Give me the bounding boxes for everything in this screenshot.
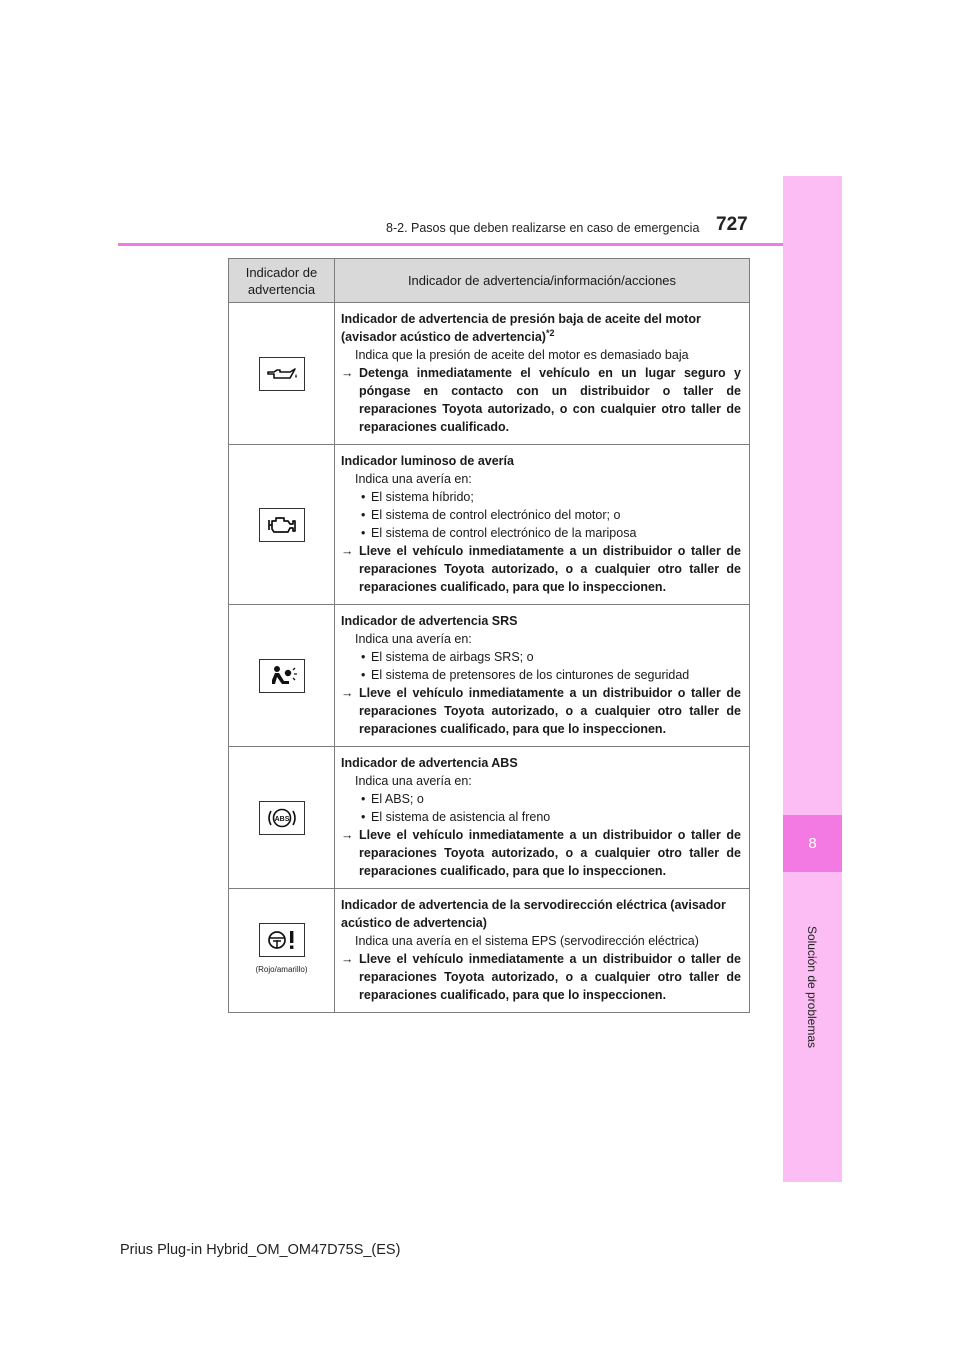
indicator-cell	[229, 889, 335, 1013]
list-item: • El sistema híbrido;	[361, 488, 741, 506]
table-row	[229, 445, 750, 605]
indicator-details	[335, 889, 750, 1013]
section-heading: 8-2. Pasos que deben realizarse en caso de emergencia	[386, 221, 700, 235]
arrow-icon: →	[341, 366, 354, 380]
abs-icon	[259, 801, 305, 835]
column-header-indicator: Indicador de advertencia	[229, 259, 335, 303]
icon-caption: (Rojo/amarillo)	[255, 964, 308, 974]
indicator-description: Indica una avería en:	[355, 632, 472, 646]
indicator-cell	[229, 605, 335, 747]
column-header-details: Indicador de advertencia/información/acciones	[335, 259, 750, 303]
engine-icon	[259, 508, 305, 542]
indicator-details	[335, 445, 750, 605]
indicator-cell	[229, 747, 335, 889]
indicator-item-list	[341, 790, 741, 826]
indicator-description: Indica una avería en el sistema EPS (servodirección eléctrica)	[355, 934, 699, 948]
manual-identifier: Prius Plug-in Hybrid_OM_OM47D75S_(ES)	[120, 1242, 401, 1258]
indicator-title: Indicador de advertencia ABS	[341, 756, 518, 770]
power-steering-icon	[259, 923, 305, 957]
footnote-ref: *2	[545, 327, 555, 338]
arrow-icon: →	[341, 544, 354, 558]
list-item: • El sistema de control electrónico del motor; o	[361, 506, 741, 524]
list-item: • El ABS; o	[361, 790, 741, 808]
indicator-details	[335, 605, 750, 747]
table-row	[229, 747, 750, 889]
indicator-details	[335, 303, 750, 445]
indicator-title: Indicador de advertencia de presión baja de aceite del motor (avisador acústico de advertencia)$^{*2}$	[341, 312, 701, 344]
page-number: 727	[716, 214, 748, 235]
oil-pressure-icon	[259, 357, 305, 391]
table-row	[229, 303, 750, 445]
list-item: • El sistema de airbags SRS; o	[361, 648, 741, 666]
indicator-description: Indica que la presión de aceite del motor es demasiado baja	[355, 348, 689, 362]
chapter-title: Solución de problemas	[805, 925, 819, 1049]
indicator-cell	[229, 445, 335, 605]
arrow-icon: →	[341, 828, 354, 842]
airbag-srs-icon	[259, 659, 305, 693]
list-item: • El sistema de asistencia al freno	[361, 808, 741, 826]
indicator-description: Indica una avería en:	[355, 472, 472, 486]
indicator-description: Indica una avería en:	[355, 774, 472, 788]
indicator-action: → Detenga inmediatamente el vehículo en un lugar seguro y póngase en contacto con un distribuidor o taller de reparaciones Toyota autorizado, o con cualquier otro taller de reparaciones cualificado.	[341, 366, 741, 434]
header-divider	[118, 243, 783, 246]
indicator-title: Indicador de advertencia SRS	[341, 614, 518, 628]
indicator-action: → Lleve el vehículo inmediatamente a un distribuidor o taller de reparaciones Toyota autorizado, o a cualquier otro taller de reparaciones cualificado, para que lo inspeccionen.	[341, 952, 741, 1002]
table-row	[229, 889, 750, 1013]
abs-icon-label: ABS	[274, 815, 289, 823]
table-row	[229, 605, 750, 747]
indicator-action: → Lleve el vehículo inmediatamente a un distribuidor o taller de reparaciones Toyota autorizado, o a cualquier otro taller de reparaciones cualificado, para que lo inspeccionen.	[341, 828, 741, 878]
indicator-action: → Lleve el vehículo inmediatamente a un distribuidor o taller de reparaciones Toyota autorizado, o a cualquier otro taller de reparaciones cualificado, para que lo inspeccionen.	[341, 686, 741, 736]
indicator-item-list	[341, 488, 741, 542]
arrow-icon: →	[341, 952, 354, 966]
indicator-item-list	[341, 648, 741, 684]
list-item: • El sistema de control electrónico de la mariposa	[361, 524, 741, 542]
chapter-number: 8	[808, 835, 817, 852]
indicator-title: Indicador luminoso de avería	[341, 454, 514, 468]
indicator-cell	[229, 303, 335, 445]
list-item: • El sistema de pretensores de los cinturones de seguridad	[361, 666, 741, 684]
table-header-row	[229, 259, 750, 303]
indicator-details	[335, 747, 750, 889]
indicator-action: → Lleve el vehículo inmediatamente a un distribuidor o taller de reparaciones Toyota autorizado, o a cualquier otro taller de reparaciones cualificado, para que lo inspeccionen.	[341, 544, 741, 594]
arrow-icon: →	[341, 686, 354, 700]
warning-indicator-table	[228, 258, 750, 1013]
indicator-title: Indicador de advertencia de la servodirección eléctrica (avisador acústico de advertencia)	[341, 898, 726, 930]
